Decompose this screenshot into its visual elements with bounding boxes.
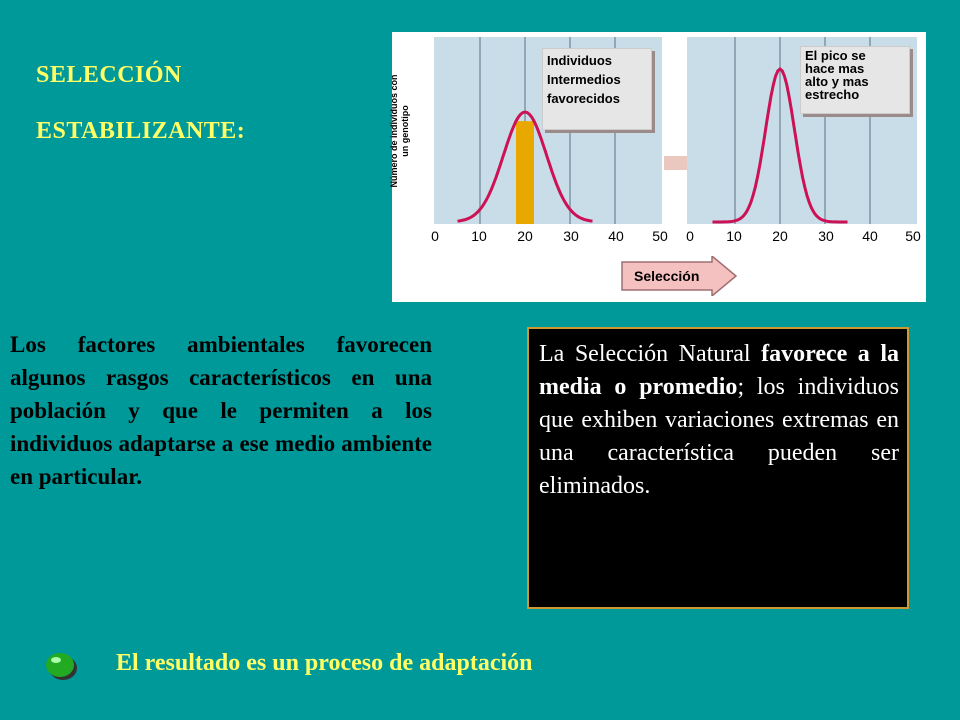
green-bullet-icon <box>44 648 78 682</box>
result-statement: El resultado es un proceso de adaptación <box>116 650 533 676</box>
box-text-3: ; los individuos que exhiben variaciones extremas en una característica pueden ser eliminados. <box>539 374 899 499</box>
tick-label: 0 <box>431 228 439 244</box>
tick-label: 20 <box>772 228 788 244</box>
box-text-bold: favorece a la media o promedio <box>539 341 899 400</box>
callout-peak: El pico se hace mas alto y mas estrecho <box>800 46 910 114</box>
left-paragraph: Los factores ambientales favorecen algunos rasgos característicos en una población y que le permiten a los individuos adaptarse a ese medio ambiente en particular. <box>10 332 432 489</box>
y-axis-label: Número de individuos con un genotipo <box>389 74 410 188</box>
tick-label: 10 <box>471 228 487 244</box>
box-text-1: La Selección Natural <box>539 341 762 367</box>
tick-label: 0 <box>686 228 694 244</box>
callout-intermediates: Individuos Intermedios favorecidos <box>542 48 652 130</box>
info-box <box>527 327 909 609</box>
tick-label: 30 <box>563 228 579 244</box>
title-line-1: SELECCIÓN <box>36 62 182 88</box>
tick-label: 30 <box>818 228 834 244</box>
title-line-2: ESTABILIZANTE: <box>36 118 246 144</box>
tick-label: 40 <box>608 228 624 244</box>
highlight-band <box>516 121 534 224</box>
tick-label: 20 <box>517 228 533 244</box>
tick-label: 10 <box>726 228 742 244</box>
selection-figure <box>389 32 926 302</box>
tick-label: 50 <box>905 228 921 244</box>
tick-label: 40 <box>862 228 878 244</box>
selection-label: Selección <box>634 268 700 284</box>
tick-label: 50 <box>652 228 668 244</box>
